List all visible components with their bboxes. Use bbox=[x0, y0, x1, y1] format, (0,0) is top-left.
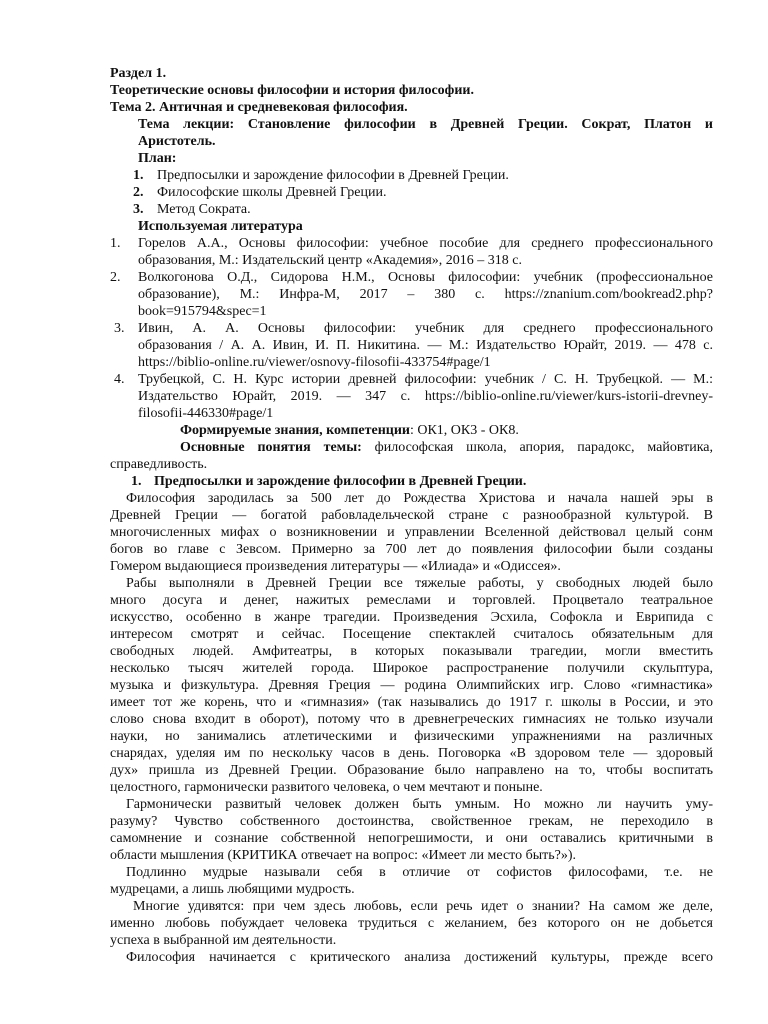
paragraph-line: искусство, особенно в жанре трагедии. Произведения Эсхила, Софокла и Еврипида с bbox=[110, 610, 713, 625]
paragraph-line: Философия зародилась за 500 лет до Рождества Христова и начала нашей эры в bbox=[126, 491, 713, 506]
section-heading-number: 1. bbox=[131, 474, 142, 489]
paragraph-line: самомнение и сознание собственной непогрешимости, и они оставались критичными в bbox=[110, 831, 713, 846]
concepts-value: философская школа, апория, парадокс, майовтика, bbox=[361, 440, 713, 455]
literature-line: Трубецкой, С. Н. Курс истории древней философии: учебник / С. Н. Трубецкой. — М.: bbox=[138, 372, 713, 387]
paragraph-line: целостного, гармонически развитого человека, о чем мечтают и поныне. bbox=[110, 780, 543, 795]
plan-item: Предпосылки и зарождение философии в Древней Греции. bbox=[157, 168, 509, 183]
paragraph-line: имеет тот же корень, что и «гимназия» (так назывались до 1917 г. школы в России, и это bbox=[110, 695, 713, 710]
literature-number: 3. bbox=[114, 321, 125, 336]
literature-line: образование), М.: Инфра-М, 2017 – 380 с. https://znanium.com/bookread2.php? bbox=[138, 287, 713, 302]
literature-line: https://biblio-online.ru/viewer/osnovy-filosofii-433754#page/1 bbox=[138, 355, 491, 370]
paragraph-line: интересом смотрят и сейчас. Посещение спектаклей считалось обязательным для bbox=[110, 627, 713, 642]
paragraph-line: Гомером выдающиеся произведения литературы — «Илиада» и «Одиссея». bbox=[110, 559, 561, 574]
paragraph-line: мудрецами, а лишь любящими мудрость. bbox=[110, 882, 355, 897]
paragraph-line: Гармонически развитый человек должен быть умным. Но можно ли научить уму- bbox=[126, 797, 713, 812]
paragraph-line: дух» пришла из Древней Греции. Образование было направлено на то, чтобы воспитать bbox=[110, 763, 713, 778]
topic-title: Тема 2. Античная и средневековая философия. bbox=[110, 100, 408, 115]
plan-item: Метод Сократа. bbox=[157, 202, 251, 217]
plan-item-number: 1. bbox=[133, 168, 144, 183]
concepts-label: Основные понятия темы: bbox=[180, 440, 362, 455]
paragraph-line: несколько тысяч жителей города. Широкое распространение получили скульптура, bbox=[110, 661, 713, 676]
competencies-value: : ОК1, ОК3 - ОК8. bbox=[409, 423, 519, 438]
paragraph-line: Многие удивятся: при чем здесь любовь, если речь идет о знании? На самом же деле, bbox=[133, 899, 713, 914]
literature-line: Волкогонова О.Д., Сидорова Н.М., Основы философии: учебник (профессиональное bbox=[138, 270, 713, 285]
paragraph-line: много досуга и денег, нажитых ремеслами и торговлей. Процветало театральное bbox=[110, 593, 713, 608]
paragraph-line: науки, но занимались атлетическими и физическими упражнениями на различных bbox=[110, 729, 713, 744]
plan-item-number: 2. bbox=[133, 185, 144, 200]
concepts-continuation: справедливость. bbox=[110, 457, 208, 472]
paragraph-line: разуму? Чувство собственного достоинства, свойственное грекам, не переходило в bbox=[110, 814, 713, 829]
literature-number: 2. bbox=[110, 270, 121, 285]
paragraph-line: слово снова входит в оборот), потому что в древнегреческих гимнасиях не только изучали bbox=[110, 712, 713, 727]
paragraph-line: музыка и физкультура. Древняя Греция — родина Олимпийских игр. Слово «гимнастика» bbox=[110, 678, 713, 693]
literature-line: Издательство Юрайт, 2019. — 347 с. https://biblio-online.ru/viewer/kurs-istorii-drevney- bbox=[138, 389, 713, 404]
literature-line: образования, М.: Издательский центр «Академия», 2016 – 318 с. bbox=[138, 253, 522, 268]
paragraph-line: Рабы выполняли в Древней Греции все тяжелые работы, у свободных людей было bbox=[126, 576, 713, 591]
section-heading: Предпосылки и зарождение философии в Древней Греции. bbox=[154, 474, 527, 489]
paragraph-line: Философия начинается с критического анализа достижений культуры, прежде всего bbox=[126, 950, 713, 965]
literature-label: Используемая литература bbox=[138, 219, 303, 234]
paragraph-line: Древней Греции — богатой рабовладельческой стране с разнообразной культурой. В bbox=[110, 508, 713, 523]
lecture-title-line2: Аристотель. bbox=[138, 134, 216, 149]
literature-line: Горелов А.А., Основы философии: учебное пособие для среднего профессионального bbox=[138, 236, 713, 251]
plan-item: Философские школы Древней Греции. bbox=[157, 185, 387, 200]
section-label: Раздел 1. bbox=[110, 66, 167, 81]
literature-line: Ивин, А. А. Основы философии: учебник для среднего профессионального bbox=[138, 321, 713, 336]
literature-line: filosofii-446330#page/1 bbox=[138, 406, 274, 421]
paragraph-line: области мышления (КРИТИКА отвечает на вопрос: «Имеет ли место быть?»). bbox=[110, 848, 577, 863]
paragraph-line: успеха в выбранной им деятельности. bbox=[110, 933, 337, 948]
literature-number: 4. bbox=[114, 372, 125, 387]
paragraph-line: богов во главе с Зевсом. Примерно за 700 лет до появления философии были созданы bbox=[110, 542, 713, 557]
concepts-line bbox=[180, 439, 713, 457]
paragraph-line: именно любовь побуждает человека трудиться с желанием, без которого он не добьется bbox=[110, 916, 713, 931]
plan-label: План: bbox=[138, 151, 177, 166]
literature-line: образования / А. А. Ивин, И. П. Никитина. — М.: Издательство Юрайт, 2019. — 478 с. bbox=[138, 338, 713, 353]
lecture-title-line1: Тема лекции: Становление философии в Древней Греции. Сократ, Платон и bbox=[138, 117, 713, 132]
paragraph-line: свободных людей. Амфитеатры, в которых показывали трагедии, могли вместить bbox=[110, 644, 713, 659]
competencies-label: Формируемые знания, компетенции bbox=[180, 423, 410, 438]
paragraph-line: снарядах, уделяя им по нескольку часов в день. Поговорка «В здоровом теле — здоровый bbox=[110, 746, 713, 761]
competencies-line bbox=[180, 422, 713, 440]
plan-item-number: 3. bbox=[133, 202, 144, 217]
literature-number: 1. bbox=[110, 236, 121, 251]
literature-line: book=915794&spec=1 bbox=[138, 304, 267, 319]
section-title: Теоретические основы философии и история философии. bbox=[110, 83, 474, 98]
paragraph-line: Подлинно мудрые называли себя в отличие от софистов философами, т.е. не bbox=[126, 865, 713, 880]
paragraph-line: многочисленных мифах о возникновении и управлении Вселенной действовал целый сонм bbox=[110, 525, 713, 540]
